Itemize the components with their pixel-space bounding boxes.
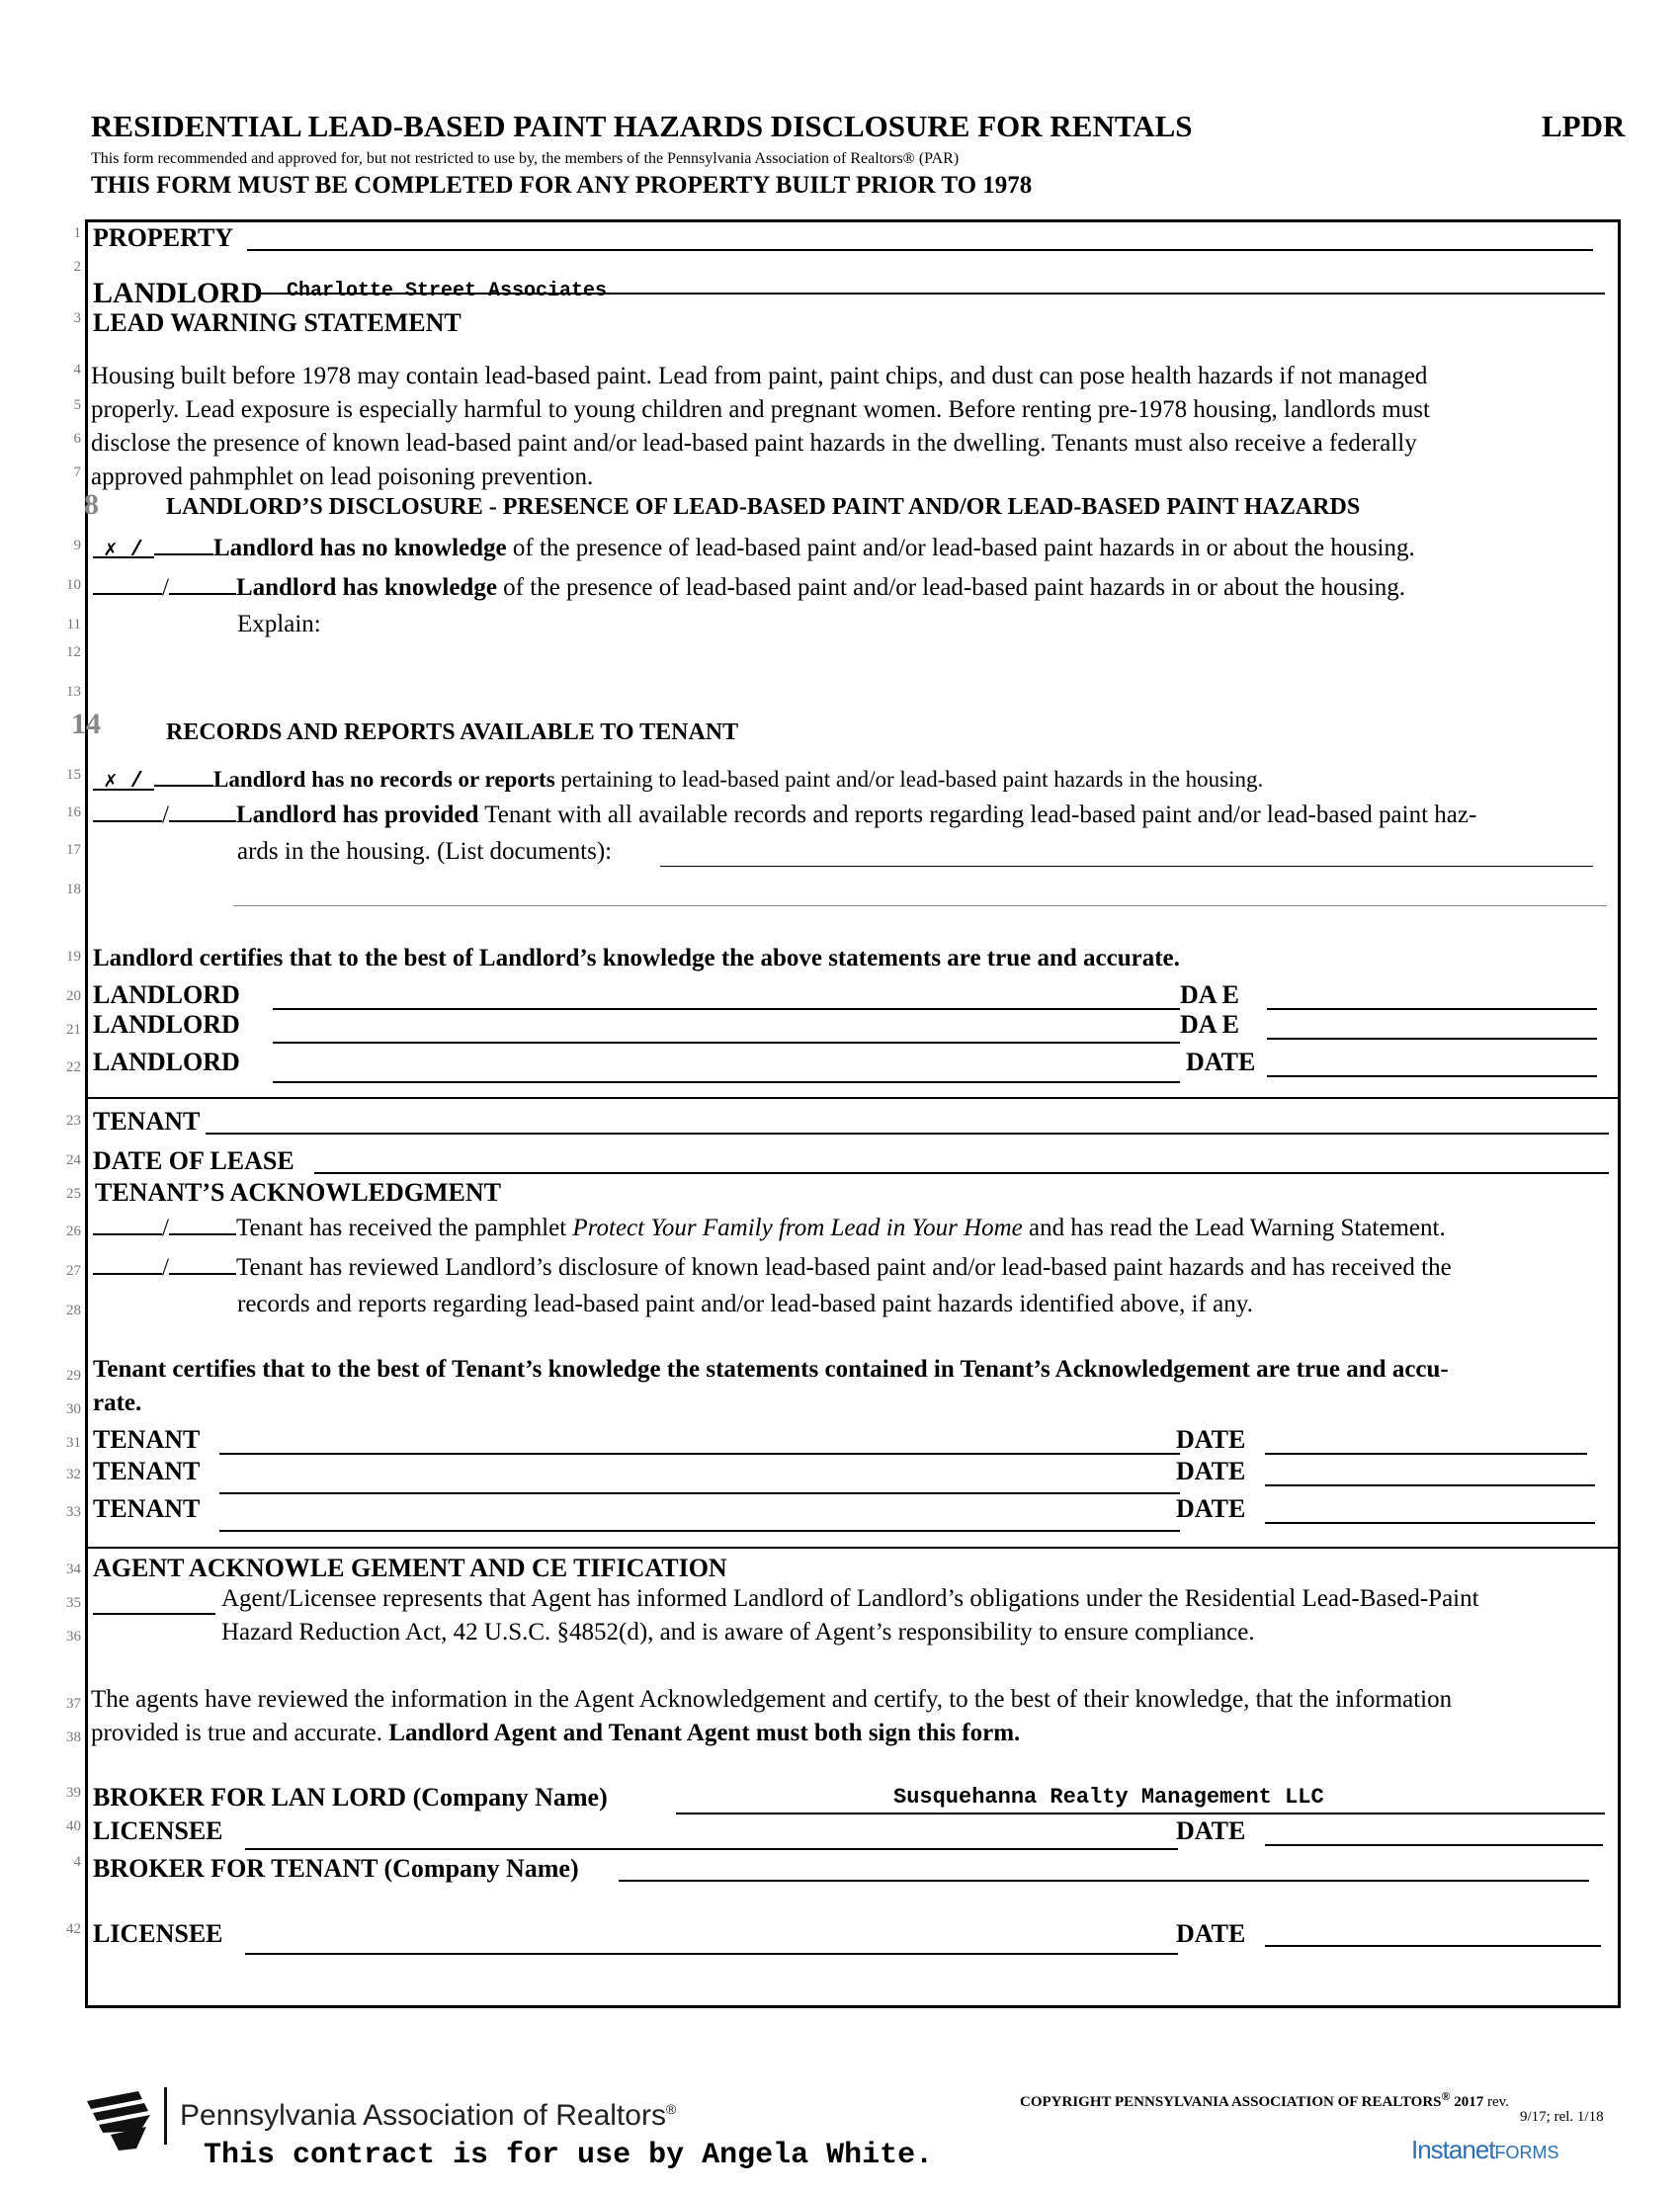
option-text: of the presence of lead-based paint and/or lead-based paint hazards in or about the housing.	[506, 535, 1415, 561]
tenant-sign-label: TENANT	[93, 1494, 201, 1523]
licensee-signature-line[interactable]	[245, 1848, 1178, 1850]
ack-text-continued: records and reports regarding lead-based paint and/or lead-based paint hazards identified above, if any.	[237, 1291, 1253, 1317]
landlord-signature-line[interactable]	[273, 1081, 1180, 1083]
licensee-label: LICENSEE	[93, 1816, 223, 1845]
section-divider	[85, 1547, 1621, 1549]
line-number: 8	[84, 488, 99, 521]
licensee-label: LICENSEE	[93, 1919, 223, 1948]
revision-date: 9/17; rel. 1/18	[1520, 2109, 1604, 2125]
tenant-cert-text: rate.	[93, 1390, 142, 1416]
line-number: 14	[71, 708, 101, 740]
rev-label: rev.	[1486, 2094, 1509, 2110]
recommend-note: This form recommended and approved for, but not restricted to use by, the members of the Pennsylvania Association of Realtors® (PAR)	[91, 150, 960, 167]
initials-blank[interactable]	[93, 535, 154, 562]
warning-line: disclose the presence of known lead-based paint and/or lead-based paint hazards in the dwelling. Tenants must also receive a federally	[91, 430, 1417, 457]
disclosure-option-has-knowledge[interactable]: / Landlord has knowledge of the presence of lead-based paint and/or lead-based paint hazards in or about the housing.	[93, 571, 1405, 602]
line-number: 39	[66, 1785, 81, 1801]
line-number: 23	[66, 1113, 81, 1129]
records-option-provided[interactable]: / Landlord has provided Tenant with all available records and reports regarding lead-based paint and/or lead-based paint haz-	[93, 799, 1476, 829]
lease-date-field-line[interactable]	[314, 1172, 1609, 1174]
line-number: 29	[66, 1368, 81, 1384]
initials-blank[interactable]	[169, 1251, 236, 1275]
broker-tenant-field-line[interactable]	[619, 1880, 1589, 1882]
line-number: 3	[73, 310, 81, 326]
option-label: Landlord has no knowledge	[213, 535, 507, 561]
line-number: 17	[66, 842, 81, 858]
warning-line: Housing built before 1978 may contain lead-based paint. Lead from paint, paint chips, and dust can pose health hazards if not managed	[91, 363, 1428, 389]
landlord-label: LANDLORD	[93, 277, 263, 309]
instanet-logo	[1411, 2135, 1559, 2165]
licensee-signature-line[interactable]	[245, 1953, 1178, 1955]
initials-blank[interactable]	[169, 1212, 236, 1235]
option-label: Landlord has no records or reports	[213, 767, 555, 792]
line-number: 32	[66, 1467, 81, 1482]
date-field-line[interactable]	[1265, 1522, 1595, 1524]
line-number: 12	[66, 644, 81, 660]
ack-text: Tenant has reviewed Landlord’s disclosure of known lead-based paint and/or lead-based paint hazards and has received the	[235, 1254, 1452, 1281]
landlord-sign-label: LANDLORD	[93, 1010, 240, 1039]
line-number: 26	[66, 1224, 81, 1239]
line-number: 24	[66, 1152, 81, 1168]
line-number: 1	[73, 225, 81, 241]
broker-landlord-field-line[interactable]	[676, 1813, 1605, 1814]
initials-blank[interactable]	[154, 532, 213, 555]
copyright-text: COPYRIGHT PENNSYLVANIA ASSOCIATION OF REALTORS	[1020, 2094, 1442, 2110]
landlord-field[interactable]: Charlotte Street Associates	[287, 280, 608, 302]
brand-text: FORMS	[1494, 2143, 1559, 2162]
line-number: 15	[66, 767, 81, 783]
form-code: LPDR	[1542, 109, 1626, 143]
ack-text: Tenant has received the pamphlet	[235, 1215, 573, 1241]
date-field-line[interactable]	[1265, 1484, 1595, 1486]
disclosure-heading: LANDLORD’S DISCLOSURE - PRESENCE OF LEAD-BASED PAINT AND/OR LEAD-BASED PAINT HAZARDS	[166, 494, 1361, 520]
warning-line: approved pahmphlet on lead poisoning prevention.	[91, 464, 594, 490]
records-option-none[interactable]	[93, 763, 1263, 793]
line-number: 22	[66, 1059, 81, 1075]
date-field-line[interactable]	[1267, 1038, 1597, 1040]
line-number: 37	[66, 1696, 81, 1712]
date-label: DA E	[1180, 980, 1239, 1009]
option-label: Landlord has provided	[235, 802, 479, 828]
agent-rep-text: Hazard Reduction Act, 42 U.S.C. §4852(d), and is aware of Agent’s responsibility to ensure compliance.	[221, 1619, 1255, 1646]
initials-blank[interactable]	[154, 763, 213, 787]
line-number: 4	[73, 1854, 81, 1870]
line-number: 30	[66, 1401, 81, 1417]
copyright-year: 2017	[1454, 2094, 1484, 2110]
initials-blank[interactable]	[169, 571, 236, 595]
review-plain: provided is true and accurate.	[91, 1720, 389, 1746]
org-name-text: Pennsylvania Association of Realtors	[180, 2099, 666, 2132]
line-number: 19	[66, 949, 81, 965]
tenant-field-line[interactable]	[206, 1133, 1609, 1135]
line-number: 40	[66, 1818, 81, 1834]
option-label: Landlord has knowledge	[235, 574, 497, 601]
date-label: DATE	[1176, 1816, 1246, 1845]
line-number: 28	[66, 1303, 81, 1318]
initials-blank[interactable]	[93, 799, 162, 822]
tenant-sign-label: TENANT	[93, 1425, 201, 1454]
line-number: 7	[73, 464, 81, 480]
line-number: 9	[73, 538, 81, 553]
tenant-signature-line[interactable]	[219, 1492, 1180, 1494]
documents-field-line[interactable]	[233, 905, 1607, 906]
par-logo-icon	[85, 2089, 154, 2157]
line-number: 18	[66, 882, 81, 897]
agent-heading: AGENT ACKNOWLE GEMENT AND CE TIFICATION	[93, 1554, 727, 1582]
landlord-signature-line[interactable]	[273, 1042, 1180, 1044]
tenant-signature-line[interactable]	[219, 1453, 1180, 1455]
option-text: pertaining to lead-based paint and/or lead-based paint hazards in the housing.	[554, 767, 1264, 792]
warning-heading: LEAD WARNING STATEMENT	[93, 308, 462, 337]
broker-landlord-label: BROKER FOR LAN LORD (Company Name)	[93, 1783, 608, 1812]
registered-mark: ®	[665, 2101, 677, 2117]
agent-initials-line[interactable]	[93, 1613, 215, 1615]
line-number: 35	[66, 1595, 81, 1611]
date-label: DA E	[1180, 1010, 1239, 1039]
line-number: 5	[73, 397, 81, 413]
date-label: DATE	[1176, 1919, 1246, 1948]
line-number: 42	[66, 1921, 81, 1937]
line-number: 10	[66, 577, 81, 593]
line-number: 20	[66, 988, 81, 1004]
date-label: DATE	[1186, 1048, 1256, 1076]
line-number: 31	[66, 1435, 81, 1451]
date-field-line[interactable]	[1265, 1844, 1603, 1846]
initials-blank[interactable]	[93, 1251, 162, 1275]
line-number: 2	[73, 259, 81, 275]
tenant-signature-line[interactable]	[219, 1530, 1180, 1532]
landlord-sign-label: LANDLORD	[93, 1048, 240, 1076]
tenant-ack-reviewed[interactable]: / Tenant has reviewed Landlord’s disclosure of known lead-based paint and/or lead-based paint hazards and has received the	[93, 1251, 1452, 1282]
landlord-signature-line[interactable]	[273, 1008, 1180, 1010]
landlord-sign-label: LANDLORD	[93, 980, 240, 1009]
warning-line: properly. Lead exposure is especially harmful to young children and pregnant women. Before renting pre-1978 housing, landlords must	[91, 396, 1430, 423]
tenant-label: TENANT	[93, 1107, 201, 1136]
brand-text: Instanet	[1411, 2135, 1495, 2164]
documents-field-line[interactable]	[660, 866, 1593, 867]
form-title: RESIDENTIAL LEAD-BASED PAINT HAZARDS DISCLOSURE FOR RENTALS	[91, 109, 1193, 143]
option-text: of the presence of lead-based paint and/or lead-based paint hazards in or about the housing.	[496, 574, 1406, 601]
line-number: 33	[66, 1504, 81, 1520]
line-number: 21	[66, 1022, 81, 1038]
explain-label: Explain:	[237, 611, 321, 637]
date-field-line[interactable]	[1267, 1075, 1597, 1077]
line-number: 4	[73, 362, 81, 378]
tenant-ack-heading: TENANT’S ACKNOWLEDGMENT	[95, 1178, 501, 1207]
warning-text	[91, 360, 1430, 494]
line-number: 34	[66, 1561, 81, 1577]
checked-mark: ✗ /	[104, 769, 143, 794]
date-field-line[interactable]	[1265, 1453, 1587, 1455]
tenant-sign-label: TENANT	[93, 1457, 201, 1485]
broker-landlord-field[interactable]: Susquehanna Realty Management LLC	[893, 1785, 1324, 1810]
initials-blank[interactable]	[93, 1212, 162, 1235]
usage-note: This contract is for use by Angela White.	[204, 2139, 934, 2172]
disclosure-option-no-knowledge[interactable]	[93, 532, 1415, 562]
checked-mark: ✗ /	[104, 538, 143, 562]
registered-mark: ®	[1441, 2089, 1451, 2103]
initials-blank[interactable]	[93, 767, 154, 794]
agent-rep-text: Agent/Licensee represents that Agent has informed Landlord of Landlord’s obligations under the Residential Lead-Based-Paint	[221, 1585, 1479, 1612]
review-bold: Landlord Agent and Tenant Agent must both sign this form.	[388, 1720, 1021, 1746]
tenant-ack-pamphlet[interactable]: / Tenant has received the pamphlet Protect Your Family from Lead in Your Home and has read the Lead Warning Statement.	[93, 1212, 1446, 1242]
initials-blank[interactable]	[93, 571, 162, 595]
line-number: 36	[66, 1629, 81, 1645]
section-divider	[85, 1097, 1621, 1099]
line-number: 6	[73, 431, 81, 447]
property-field-line[interactable]	[247, 249, 1593, 251]
logo-divider	[164, 2087, 167, 2145]
ack-text: and has read the Lead Warning Statement.	[1022, 1215, 1446, 1241]
option-text: Tenant with all available records and reports regarding lead-based paint and/or lead-based paint haz-	[478, 802, 1477, 828]
date-label: DATE	[1176, 1457, 1246, 1485]
date-field-line[interactable]	[1267, 1008, 1597, 1010]
property-label: PROPERTY	[93, 223, 234, 252]
line-number: 25	[66, 1186, 81, 1202]
list-documents-label: ards in the housing. (List documents):	[237, 838, 613, 865]
date-field-line[interactable]	[1265, 1945, 1601, 1947]
broker-tenant-label: BROKER FOR TENANT (Company Name)	[93, 1854, 579, 1883]
records-heading: RECORDS AND REPORTS AVAILABLE TO TENANT	[166, 719, 739, 745]
lease-date-label: DATE OF LEASE	[93, 1146, 294, 1175]
landlord-cert-text: Landlord certifies that to the best of Landlord’s knowledge the above statements are true and accurate.	[93, 945, 1180, 971]
agent-review-text: The agents have reviewed the information in the Agent Acknowledgement and certify, to the best of their knowledge, that the information	[91, 1686, 1453, 1713]
initials-blank[interactable]	[169, 799, 236, 822]
line-number: 13	[66, 684, 81, 700]
line-number: 11	[66, 617, 81, 633]
agent-review-text	[91, 1720, 1020, 1747]
org-name	[180, 2099, 676, 2133]
tenant-cert-text: Tenant certifies that to the best of Tenant’s knowledge the statements contained in Tenant’s Acknowledgement are true and accu-	[93, 1356, 1449, 1383]
line-number: 27	[66, 1263, 81, 1279]
copyright-note	[1020, 2089, 1509, 2111]
line-number: 16	[66, 804, 81, 820]
pamphlet-title: Protect Your Family from Lead in Your Home	[572, 1215, 1023, 1241]
line-number: 38	[66, 1730, 81, 1745]
date-label: DATE	[1176, 1494, 1246, 1523]
must-complete-note: THIS FORM MUST BE COMPLETED FOR ANY PROPERTY BUILT PRIOR TO 1978	[91, 172, 1033, 199]
date-label: DATE	[1176, 1425, 1246, 1454]
